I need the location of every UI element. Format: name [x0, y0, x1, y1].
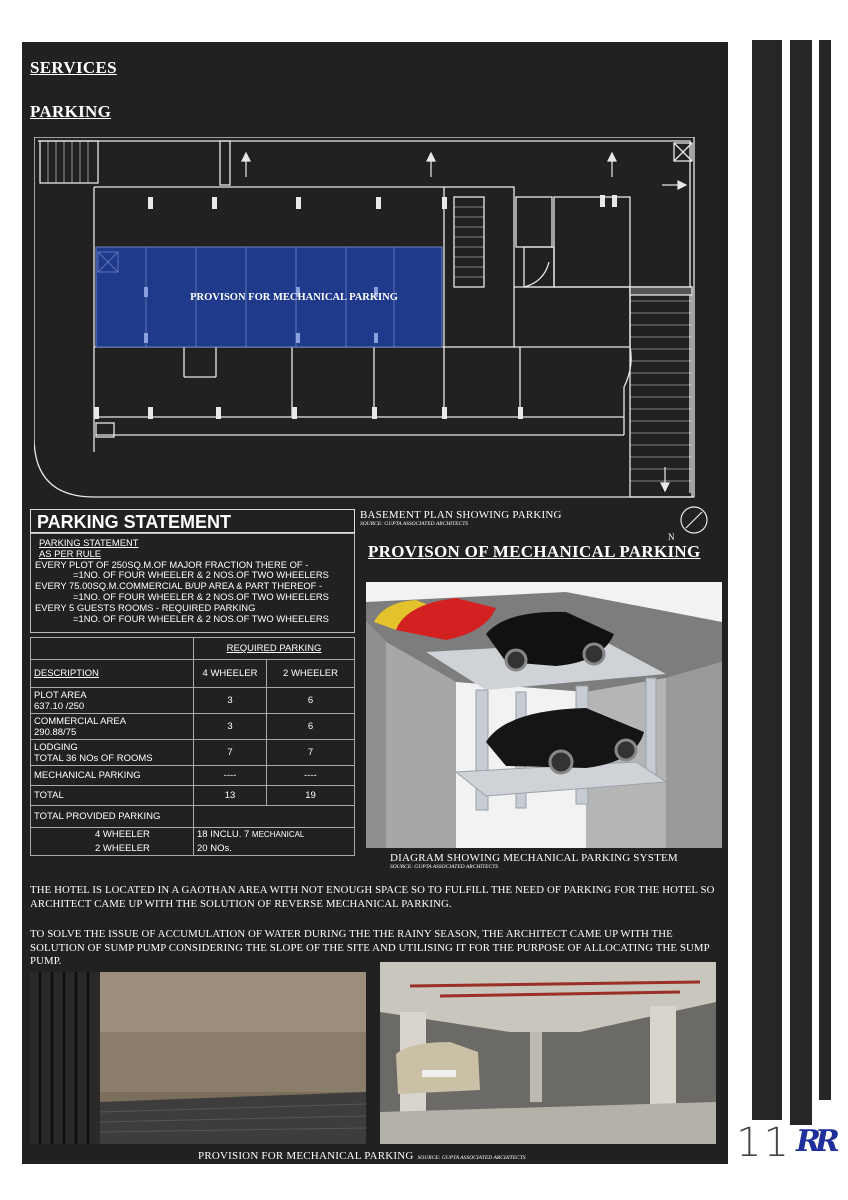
- page-number: 11: [736, 1120, 791, 1166]
- footer-caption-source: SOURCE: GUPTA ASSOCIATED ARCHITECTS: [417, 1155, 526, 1161]
- diagram-caption: [390, 852, 678, 870]
- diagram-caption-title: DIAGRAM SHOWING MECHANICAL PARKING SYSTEM: [390, 852, 678, 864]
- mechanical-parking-diagram: [366, 582, 722, 848]
- logo: RR: [796, 1124, 834, 1159]
- table-row: 4 WHEELER 18 INCLU. 7 MECHANICAL: [31, 828, 355, 842]
- decorative-stripe: [819, 40, 831, 1100]
- parking-heading: PARKING: [30, 102, 112, 121]
- rule-line: EVERY 5 GUESTS ROOMS - REQUIRED PARKING: [35, 601, 256, 613]
- basement-plan-drawing: [34, 137, 724, 542]
- mechanical-parking-label: PROVISON FOR MECHANICAL PARKING: [190, 292, 398, 303]
- basement-parking-photo: [380, 962, 716, 1144]
- footer-caption-title: PROVISION FOR MECHANICAL PARKING: [198, 1150, 414, 1162]
- rule-line: PARKING STATEMENT: [39, 537, 139, 548]
- decorative-stripe: [752, 40, 782, 1120]
- footer-caption: [198, 1146, 526, 1164]
- mechanical-parking-title: PROVISON OF MECHANICAL PARKING: [368, 542, 701, 561]
- plan-caption-title: BASEMENT PLAN SHOWING PARKING: [360, 509, 562, 521]
- parking-rules: [30, 533, 355, 633]
- plan-caption-source: SOURCE: GUPTA ASSOCIATED ARCHITECTS: [360, 521, 469, 527]
- diagram-caption-source: SOURCE: GUPTA ASSOCIATED ARCHITECTS: [390, 864, 499, 870]
- parking-statement-title: PARKING STATEMENT: [30, 509, 355, 533]
- plan-caption: [360, 509, 562, 527]
- rule-line: AS PER RULE: [39, 547, 101, 559]
- table-row: 2 WHEELER 20 NOs.: [31, 842, 355, 856]
- col-4-wheeler: 4 WHEELER: [194, 660, 267, 688]
- table-row: TOTAL PROVIDED PARKING: [31, 806, 355, 828]
- rule-line: EVERY PLOT OF 250SQ.M.OF MAJOR FRACTION THERE OF -: [35, 558, 309, 570]
- page-sheet: [22, 42, 728, 1164]
- paragraph-hotel: THE HOTEL IS LOCATED IN A GAOTHAN AREA WITH NOT ENOUGH SPACE SO TO FULFILL THE NEED OF PARKING FOR THE HOTEL SO ARCHITECT CAME UP WITH THE SOLUTION OF REVERSE MECHANICAL PARKING.: [30, 884, 715, 910]
- rule-line: EVERY 75.00SQ.M.COMMERCIAL B/UP AREA & PART THEREOF -: [35, 580, 323, 592]
- rule-line: =1NO. OF FOUR WHEELER & 2 NOS.OF TWO WHEELERS: [73, 612, 329, 624]
- table-row: COMMERCIAL AREA 290.88/75 3 6: [31, 714, 355, 740]
- services-heading: SERVICES: [30, 58, 117, 77]
- sump-pump-photo: [30, 972, 366, 1144]
- north-arrow-icon: [652, 502, 710, 542]
- col-description: DESCRIPTION: [31, 660, 194, 688]
- table-row: TOTAL 13 19: [31, 786, 355, 806]
- table-row: PLOT AREA 637.10 /250 3 6: [31, 688, 355, 714]
- required-parking-table: [30, 637, 355, 856]
- required-parking-header: REQUIRED PARKING: [194, 638, 355, 660]
- decorative-stripe: [790, 40, 812, 1125]
- col-2-wheeler: 2 WHEELER: [267, 660, 355, 688]
- rule-line: =1NO. OF FOUR WHEELER & 2 NOS.OF TWO WHEELERS: [73, 590, 329, 602]
- paragraph-sump-pump: TO SOLVE THE ISSUE OF ACCUMULATION OF WATER DURING THE THE RAINY SEASON, THE ARCHITECT CAME UP WITH THE SOLUTION OF SUMP PUMP CONSIDERING THE SLOPE OF THE SITE AND UTILISING IT FOR THE PURPOSE OF ALLOCATING THE SUMP PUMP.: [30, 928, 710, 967]
- rule-line: =1NO. OF FOUR WHEELER & 2 NOS.OF TWO WHEELERS: [73, 569, 329, 581]
- table-row: LODGING TOTAL 36 NOs OF ROOMS 7 7: [31, 740, 355, 766]
- table-row: MECHANICAL PARKING ---- ----: [31, 766, 355, 786]
- svg-text:N: N: [668, 532, 675, 542]
